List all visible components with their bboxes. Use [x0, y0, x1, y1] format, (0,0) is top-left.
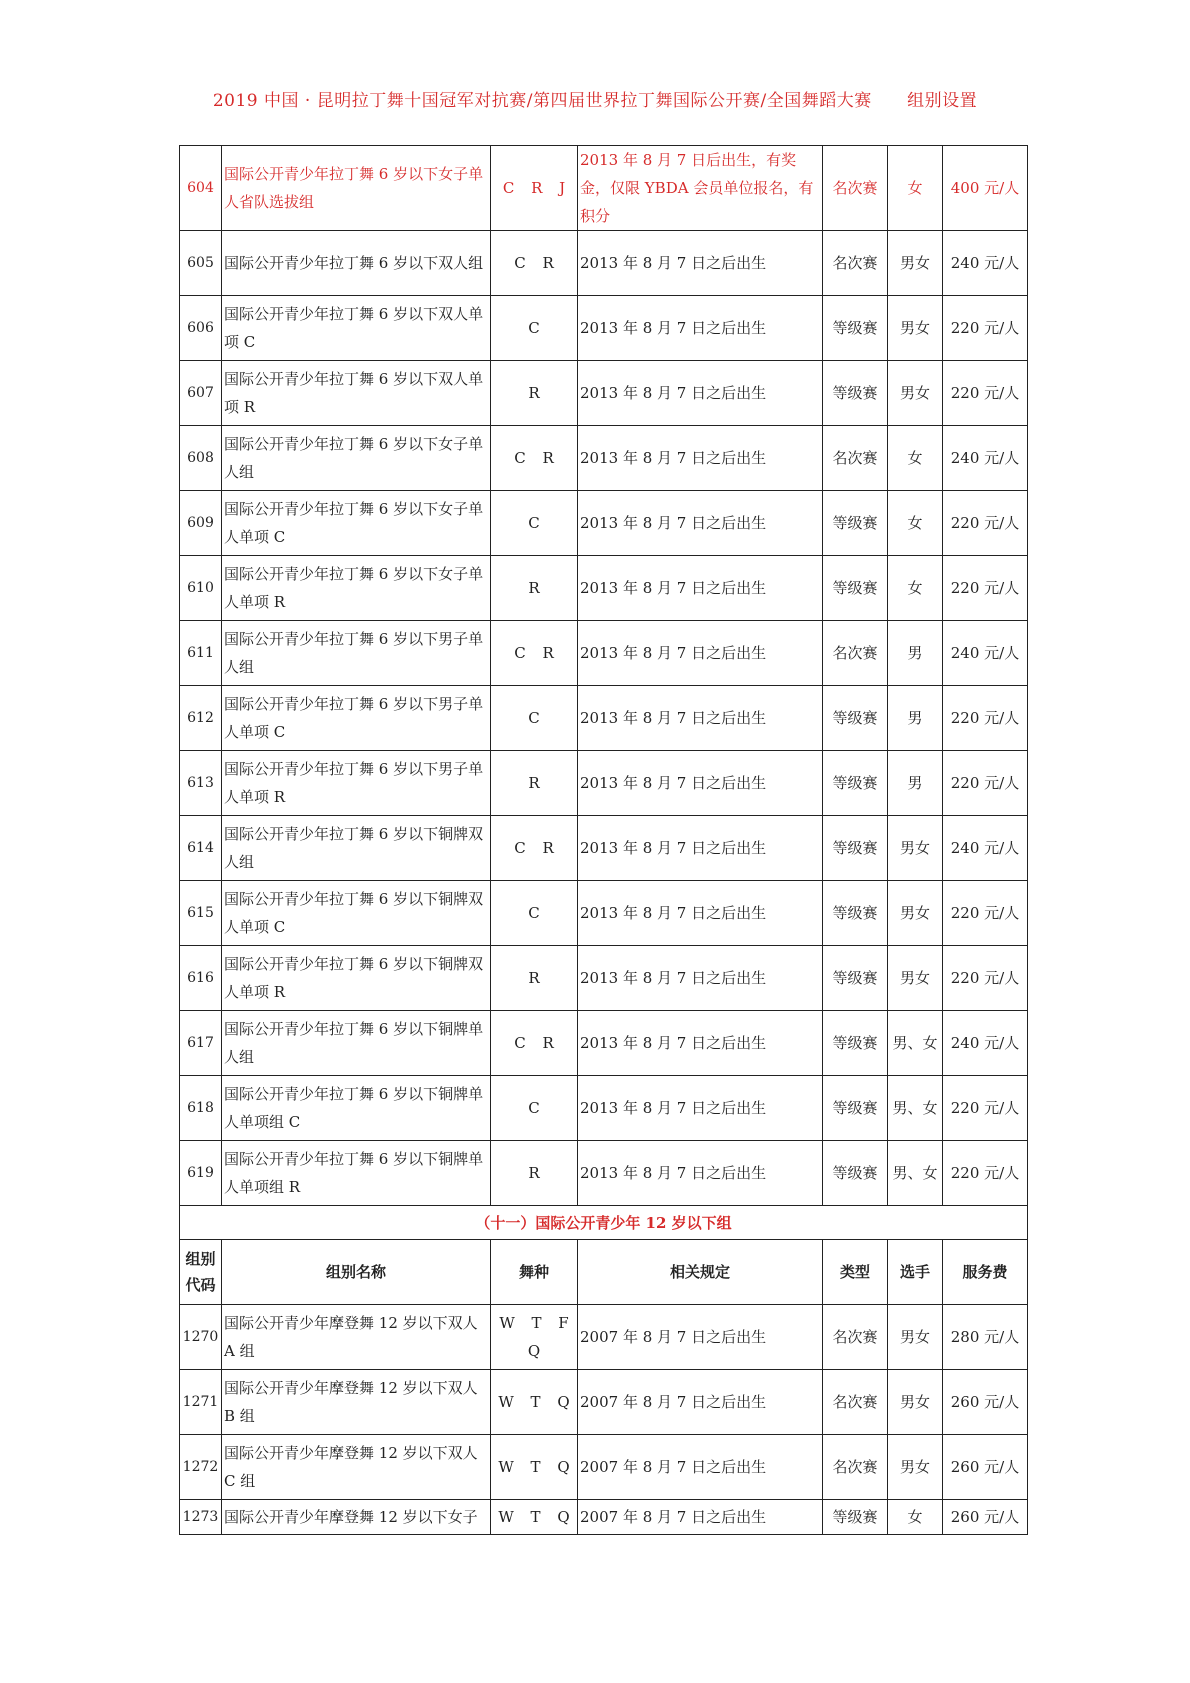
cell-code: 1272: [180, 1435, 222, 1500]
cell-dance: C: [491, 296, 578, 361]
cell-rule: 2013 年 8 月 7 日之后出生: [578, 881, 823, 946]
cell-type: 等级赛: [823, 751, 888, 816]
cell-rule: 2013 年 8 月 7 日之后出生: [578, 556, 823, 621]
table-row: [180, 146, 1028, 231]
cell-rule: 2013 年 8 月 7 日之后出生: [578, 751, 823, 816]
cell-rule: 2013 年 8 月 7 日之后出生: [578, 1011, 823, 1076]
cell-gender: 男女: [888, 1370, 943, 1435]
cell-fee: 220 元/人: [943, 686, 1028, 751]
cell-fee: 280 元/人: [943, 1305, 1028, 1370]
cell-rule: 2013 年 8 月 7 日之后出生: [578, 361, 823, 426]
cell-fee: 400 元/人: [943, 146, 1028, 231]
cell-dance: R: [491, 361, 578, 426]
cell-type: 等级赛: [823, 1500, 888, 1535]
cell-fee: 220 元/人: [943, 946, 1028, 1011]
cell-type: 等级赛: [823, 361, 888, 426]
table-row: [180, 816, 1028, 881]
cell-name: 国际公开青少年摩登舞 12 岁以下女子: [222, 1500, 491, 1535]
cell-name: 国际公开青少年拉丁舞 6 岁以下双人单项 R: [222, 361, 491, 426]
cell-name: 国际公开青少年拉丁舞 6 岁以下女子单人单项 R: [222, 556, 491, 621]
cell-name: 国际公开青少年拉丁舞 6 岁以下铜牌双人单项 R: [222, 946, 491, 1011]
cell-fee: 260 元/人: [943, 1370, 1028, 1435]
cell-gender: 女: [888, 491, 943, 556]
cell-name: 国际公开青少年摩登舞 12 岁以下双人 C 组: [222, 1435, 491, 1500]
cell-name: 国际公开青少年拉丁舞 6 岁以下男子单人组: [222, 621, 491, 686]
cell-code: 610: [180, 556, 222, 621]
cell-dance: C R: [491, 816, 578, 881]
cell-code: 604: [180, 146, 222, 231]
cell-code: 617: [180, 1011, 222, 1076]
cell-fee: 240 元/人: [943, 426, 1028, 491]
table-row: [180, 686, 1028, 751]
cell-rule: 2013 年 8 月 7 日之后出生: [578, 1141, 823, 1206]
table-row: [180, 361, 1028, 426]
cell-dance: C: [491, 1076, 578, 1141]
cell-fee: 220 元/人: [943, 556, 1028, 621]
cell-code: 1273: [180, 1500, 222, 1535]
cell-gender: 男: [888, 686, 943, 751]
cell-rule: 2007 年 8 月 7 日之后出生: [578, 1370, 823, 1435]
cell-type: 名次赛: [823, 1370, 888, 1435]
table-body: [180, 146, 1028, 1535]
cell-type: 等级赛: [823, 1141, 888, 1206]
cell-gender: 女: [888, 556, 943, 621]
cell-dance: C: [491, 686, 578, 751]
cell-code: 618: [180, 1076, 222, 1141]
cell-name: 国际公开青少年拉丁舞 6 岁以下女子单人省队选拔组: [222, 146, 491, 231]
cell-rule: 2007 年 8 月 7 日之后出生: [578, 1500, 823, 1535]
cell-code: 612: [180, 686, 222, 751]
cell-type: 名次赛: [823, 1435, 888, 1500]
cell-rule: 2013 年 8 月 7 日后出生，有奖金，仅限 YBDA 会员单位报名，有积分: [578, 146, 823, 231]
cell-fee: 220 元/人: [943, 361, 1028, 426]
table-row: [180, 621, 1028, 686]
cell-dance: C: [491, 881, 578, 946]
table-row: [180, 1435, 1028, 1500]
column-header-gender: 选手: [888, 1240, 943, 1305]
cell-dance: R: [491, 751, 578, 816]
cell-code: 609: [180, 491, 222, 556]
cell-name: 国际公开青少年摩登舞 12 岁以下双人 B 组: [222, 1370, 491, 1435]
title-subtitle: 组别设置: [907, 91, 978, 111]
title-text: 2019 中国 · 昆明拉丁舞十国冠军对抗赛/第四届世界拉丁舞国际公开赛/全国舞蹈大赛: [212, 91, 872, 111]
cell-gender: 男女: [888, 1435, 943, 1500]
cell-gender: 男: [888, 621, 943, 686]
cell-gender: 男、女: [888, 1011, 943, 1076]
table-row: [180, 556, 1028, 621]
cell-dance: R: [491, 946, 578, 1011]
cell-dance: C: [491, 491, 578, 556]
cell-type: 等级赛: [823, 686, 888, 751]
column-header-dance: 舞种: [491, 1240, 578, 1305]
cell-gender: 男女: [888, 296, 943, 361]
table-row: [180, 881, 1028, 946]
cell-rule: 2013 年 8 月 7 日之后出生: [578, 426, 823, 491]
cell-rule: 2013 年 8 月 7 日之后出生: [578, 491, 823, 556]
table-row: [180, 751, 1028, 816]
cell-name: 国际公开青少年拉丁舞 6 岁以下铜牌单人单项组 R: [222, 1141, 491, 1206]
cell-type: 名次赛: [823, 621, 888, 686]
table-row: [180, 1305, 1028, 1370]
cell-name: 国际公开青少年拉丁舞 6 岁以下双人组: [222, 231, 491, 296]
cell-code: 611: [180, 621, 222, 686]
cell-type: 等级赛: [823, 1076, 888, 1141]
cell-dance: W T F Q: [491, 1305, 578, 1370]
cell-code: 608: [180, 426, 222, 491]
cell-code: 616: [180, 946, 222, 1011]
cell-code: 605: [180, 231, 222, 296]
cell-fee: 240 元/人: [943, 621, 1028, 686]
cell-rule: 2007 年 8 月 7 日之后出生: [578, 1305, 823, 1370]
cell-dance: C R: [491, 1011, 578, 1076]
column-header-fee: 服务费: [943, 1240, 1028, 1305]
cell-gender: 女: [888, 1500, 943, 1535]
cell-name: 国际公开青少年摩登舞 12 岁以下双人 A 组: [222, 1305, 491, 1370]
cell-gender: 男女: [888, 231, 943, 296]
cell-fee: 220 元/人: [943, 1076, 1028, 1141]
cell-dance: W T Q: [491, 1500, 578, 1535]
cell-gender: 女: [888, 426, 943, 491]
cell-dance: C R: [491, 231, 578, 296]
cell-dance: R: [491, 556, 578, 621]
cell-name: 国际公开青少年拉丁舞 6 岁以下男子单人单项 R: [222, 751, 491, 816]
cell-code: 607: [180, 361, 222, 426]
cell-fee: 220 元/人: [943, 881, 1028, 946]
column-header-name: 组别名称: [222, 1240, 491, 1305]
cell-rule: 2013 年 8 月 7 日之后出生: [578, 231, 823, 296]
cell-gender: 男女: [888, 881, 943, 946]
cell-gender: 男女: [888, 816, 943, 881]
section-row: [180, 1206, 1028, 1240]
cell-type: 等级赛: [823, 296, 888, 361]
column-header-rule: 相关规定: [578, 1240, 823, 1305]
table-row: [180, 946, 1028, 1011]
cell-name: 国际公开青少年拉丁舞 6 岁以下铜牌单人组: [222, 1011, 491, 1076]
cell-fee: 260 元/人: [943, 1500, 1028, 1535]
column-header-row: [180, 1240, 1028, 1305]
cell-fee: 220 元/人: [943, 296, 1028, 361]
cell-type: 名次赛: [823, 146, 888, 231]
cell-code: 1271: [180, 1370, 222, 1435]
column-header-code: 组别代码: [180, 1240, 222, 1305]
cell-fee: 240 元/人: [943, 816, 1028, 881]
cell-gender: 男、女: [888, 1076, 943, 1141]
cell-name: 国际公开青少年拉丁舞 6 岁以下双人单项 C: [222, 296, 491, 361]
cell-type: 等级赛: [823, 1011, 888, 1076]
cell-name: 国际公开青少年拉丁舞 6 岁以下女子单人组: [222, 426, 491, 491]
table-row: [180, 491, 1028, 556]
cell-rule: 2013 年 8 月 7 日之后出生: [578, 946, 823, 1011]
table-row: [180, 1141, 1028, 1206]
cell-type: 名次赛: [823, 1305, 888, 1370]
cell-gender: 男、女: [888, 1141, 943, 1206]
cell-fee: 220 元/人: [943, 1141, 1028, 1206]
cell-gender: 男: [888, 751, 943, 816]
cell-type: 等级赛: [823, 816, 888, 881]
cell-gender: 女: [888, 146, 943, 231]
table-row: [180, 1500, 1028, 1535]
cell-name: 国际公开青少年拉丁舞 6 岁以下女子单人单项 C: [222, 491, 491, 556]
cell-type: 名次赛: [823, 426, 888, 491]
cell-code: 614: [180, 816, 222, 881]
cell-name: 国际公开青少年拉丁舞 6 岁以下铜牌双人单项 C: [222, 881, 491, 946]
section-title: （十一）国际公开青少年 12 岁以下组: [180, 1206, 1028, 1240]
cell-rule: 2013 年 8 月 7 日之后出生: [578, 621, 823, 686]
cell-code: 619: [180, 1141, 222, 1206]
cell-fee: 240 元/人: [943, 231, 1028, 296]
cell-fee: 260 元/人: [943, 1435, 1028, 1500]
cell-name: 国际公开青少年拉丁舞 6 岁以下铜牌单人单项组 C: [222, 1076, 491, 1141]
cell-name: 国际公开青少年拉丁舞 6 岁以下铜牌双人组: [222, 816, 491, 881]
table-row: [180, 1011, 1028, 1076]
cell-code: 1270: [180, 1305, 222, 1370]
cell-fee: 220 元/人: [943, 491, 1028, 556]
column-header-type: 类型: [823, 1240, 888, 1305]
cell-name: 国际公开青少年拉丁舞 6 岁以下男子单人单项 C: [222, 686, 491, 751]
cell-type: 等级赛: [823, 491, 888, 556]
cell-fee: 240 元/人: [943, 1011, 1028, 1076]
cell-rule: 2013 年 8 月 7 日之后出生: [578, 1076, 823, 1141]
cell-gender: 男女: [888, 946, 943, 1011]
cell-type: 名次赛: [823, 231, 888, 296]
cell-dance: R: [491, 1141, 578, 1206]
cell-dance: W T Q: [491, 1370, 578, 1435]
cell-rule: 2013 年 8 月 7 日之后出生: [578, 296, 823, 361]
table-row: [180, 426, 1028, 491]
cell-type: 等级赛: [823, 881, 888, 946]
cell-type: 等级赛: [823, 946, 888, 1011]
cell-type: 等级赛: [823, 556, 888, 621]
table-row: [180, 231, 1028, 296]
cell-gender: 男女: [888, 361, 943, 426]
cell-code: 613: [180, 751, 222, 816]
page-title: [0, 86, 1190, 111]
cell-dance: W T Q: [491, 1435, 578, 1500]
cell-dance: C R: [491, 621, 578, 686]
cell-rule: 2013 年 8 月 7 日之后出生: [578, 816, 823, 881]
cell-code: 606: [180, 296, 222, 361]
cell-dance: C R J: [491, 146, 578, 231]
cell-gender: 男女: [888, 1305, 943, 1370]
cell-code: 615: [180, 881, 222, 946]
group-table: [179, 145, 1028, 1535]
cell-rule: 2007 年 8 月 7 日之后出生: [578, 1435, 823, 1500]
table-row: [180, 1370, 1028, 1435]
table-row: [180, 296, 1028, 361]
cell-dance: C R: [491, 426, 578, 491]
table-row: [180, 1076, 1028, 1141]
cell-fee: 220 元/人: [943, 751, 1028, 816]
cell-rule: 2013 年 8 月 7 日之后出生: [578, 686, 823, 751]
